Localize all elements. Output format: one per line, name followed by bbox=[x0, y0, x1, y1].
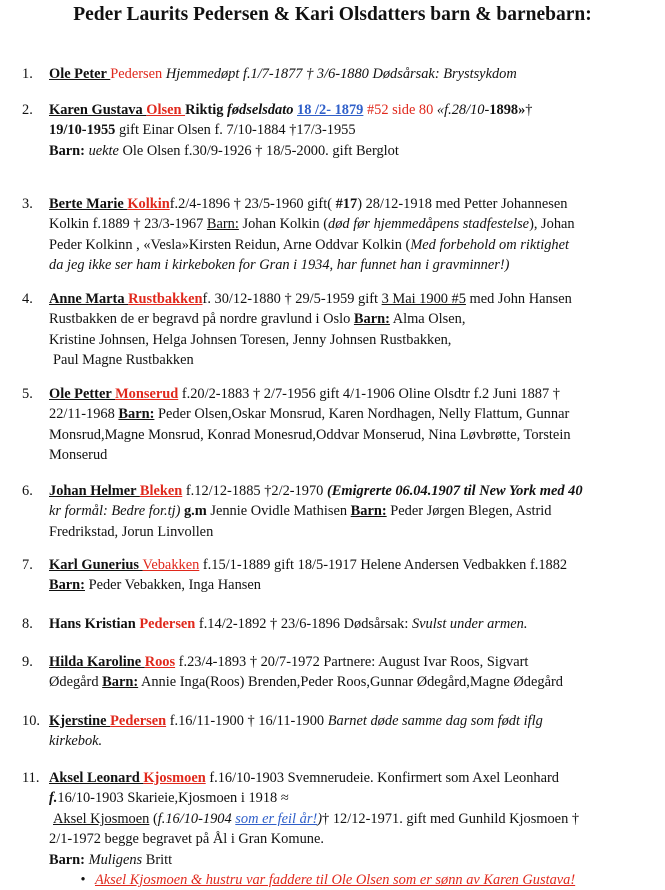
note-link[interactable]: som er feil år! bbox=[235, 810, 318, 827]
given-name: Karl Gunerius bbox=[49, 557, 143, 573]
given-name: Aksel Leonard bbox=[49, 770, 144, 786]
entry-text: ) bbox=[317, 810, 323, 827]
entry-text: Svulst under armen. bbox=[411, 616, 528, 632]
entry-text: 1898» bbox=[489, 102, 526, 118]
surname: Pedersen bbox=[110, 66, 163, 82]
entry-text: Annie Inga(Roos) Brenden,Peder Roos,Gunnar Ødegård,Magne Ødegård bbox=[138, 674, 563, 691]
entry-text: Barnet døde samme dag som født iflg bbox=[327, 713, 543, 729]
given-name: Ole Petter bbox=[49, 386, 116, 402]
given-name: Johan Helmer bbox=[49, 483, 140, 499]
entry-text: Aksel Kjosmoen bbox=[53, 810, 150, 827]
entry-text: Kolkin f.1889 † 23/3-1967 bbox=[49, 216, 207, 233]
entry-text: ), Johan bbox=[529, 216, 575, 233]
entry-text: kr formål: Bedre for.tj) bbox=[49, 503, 181, 520]
entry-text: Jennie Ovidle Mathisen bbox=[206, 503, 351, 520]
entry-text: f.15/1-1889 gift 18/5-1917 Helene Andersen Vedbakken f.1882 bbox=[199, 557, 568, 573]
entry-text: ) 28/12-1918 med Petter Johannesen bbox=[357, 196, 568, 212]
entry-number: 7. bbox=[22, 557, 33, 573]
entry-number: 3. bbox=[22, 196, 33, 212]
entry-text: 19/10-1955 bbox=[49, 122, 116, 139]
surname: Kolkin bbox=[127, 196, 170, 212]
surname: Roos bbox=[144, 654, 176, 670]
entry-text: Hjemmedøpt f.1/7-1877 † 3/6-1880 Dødsårsak: Brystsykdom bbox=[162, 66, 517, 82]
entry-text: Monserud bbox=[49, 447, 108, 464]
given-name: Berte Marie bbox=[49, 196, 128, 212]
entry-number: 5. bbox=[22, 386, 33, 402]
entry-text: Med forbehold om riktighet bbox=[410, 236, 569, 253]
children-label: Barn: bbox=[350, 503, 387, 520]
children-label: Barn: bbox=[118, 406, 155, 423]
entry-text: Kristine Johnsen, Helga Johnsen Toresen, Jenny Johnsen Rustbakken, bbox=[49, 331, 452, 348]
given-name: Hilda Karoline bbox=[49, 654, 145, 670]
entry-text: uekte bbox=[84, 142, 119, 159]
entry-text: Peder Jørgen Blegen, Astrid bbox=[386, 503, 552, 520]
entry-number: 1. bbox=[22, 66, 33, 82]
entry-text: f.16/10-1904 bbox=[157, 810, 232, 827]
entry-text: 3 Mai 1900 #5 bbox=[381, 291, 466, 307]
entry-text: da jeg ikke ser ham i kirkeboken for Gran i 1934, har funnet han i gravminner!) bbox=[49, 257, 510, 274]
entry-text: Monsrud,Magne Monsrud, Konrad Monesrud,Oddvar Monserud, Nina Løvbrøtte, Torstein bbox=[49, 426, 571, 443]
entry-text: gift Einar Olsen f. 7/10-1884 †17/3-1955 bbox=[115, 122, 356, 139]
entry-text: Ole Olsen f.30/9-1926 † 18/5-2000. gift Berglot bbox=[118, 142, 399, 159]
surname: Rustbakken bbox=[128, 291, 203, 307]
entry-number: 11. bbox=[22, 770, 40, 786]
entry-text: død før hjemmedåpens stadfestelse bbox=[328, 216, 530, 233]
entry-text: Ødegård bbox=[49, 674, 103, 691]
given-name: Ole Peter bbox=[49, 66, 111, 82]
surname: Pedersen bbox=[139, 616, 196, 632]
birth-date-link[interactable]: 18 /2- 1879 bbox=[297, 102, 364, 118]
given-name: Kjerstine bbox=[49, 713, 111, 729]
entry-text: f. bbox=[49, 790, 58, 807]
children-label: Barn: bbox=[353, 311, 390, 328]
entry-text: Riktig bbox=[185, 102, 228, 118]
children-label: Barn: bbox=[49, 577, 85, 594]
surname: Vebakken bbox=[142, 557, 200, 573]
given-name: Hans Kristian bbox=[49, 616, 140, 632]
entry-number: 10. bbox=[22, 713, 40, 729]
entry-number: 9. bbox=[22, 654, 33, 670]
children-label: Barn: bbox=[206, 216, 239, 233]
entry-text: #17 bbox=[335, 196, 358, 212]
given-name: Karen Gustava bbox=[49, 102, 147, 118]
surname: Monserud bbox=[115, 386, 179, 402]
entry-text: † 12/12-1971. gift med Gunhild Kjosmoen † bbox=[322, 810, 580, 827]
entry-text: † bbox=[525, 102, 533, 118]
children-label: Barn: bbox=[102, 674, 139, 691]
entry-text: Peder Kolkinn , «Vesla»Kirsten Reidun, Arne Oddvar Kolkin ( bbox=[49, 236, 411, 253]
surname: Bleken bbox=[139, 483, 183, 499]
children-label: Barn: bbox=[49, 142, 85, 159]
surname: Pedersen bbox=[110, 713, 167, 729]
entry-number: 8. bbox=[22, 616, 33, 632]
entry-text: f.20/2-1883 † 2/7-1956 gift 4/1-1906 Oline Olsdtr f.2 Juni 1887 † bbox=[178, 386, 560, 402]
entry-text: f.16/11-1900 † 16/11-1900 bbox=[166, 713, 328, 729]
page-title: Peder Laurits Pedersen & Kari Olsdatters barn & barnebarn: bbox=[73, 4, 592, 25]
given-name: Anne Marta bbox=[49, 291, 129, 307]
record-reference: #52 side 80 bbox=[363, 102, 434, 118]
children-label: Barn: bbox=[49, 851, 85, 868]
entry-text: Peder Vebakken, Inga Hansen bbox=[84, 577, 261, 594]
entry-text: 16/10-1903 Skarieie,Kjosmoen i 1918 ≈ bbox=[57, 790, 289, 807]
entry-text: 2/1-1972 begge begravet på Ål i Gran Komune. bbox=[49, 831, 324, 848]
surname: Olsen bbox=[146, 102, 186, 118]
entry-text: Paul Magne Rustbakken bbox=[53, 352, 194, 369]
entry-text: Johan Kolkin ( bbox=[238, 216, 329, 233]
entry-text: f.2/4-1896 † 23/5-1960 gift( bbox=[169, 196, 336, 212]
entry-number: 6. bbox=[22, 483, 33, 499]
entry-text: Alma Olsen, bbox=[389, 311, 466, 328]
entry-text: f.14/2-1892 † 23/6-1896 Dødsårsak: bbox=[195, 616, 412, 632]
bullet-note: Aksel Kjosmoen & hustru var faddere til Ole Olsen som er sønn av Karen Gustava! bbox=[95, 872, 576, 889]
entry-text: 22/11-1968 bbox=[49, 406, 119, 423]
entry-text: med John Hansen bbox=[465, 291, 572, 307]
entry-text: Britt bbox=[142, 851, 173, 868]
surname: Kjosmoen bbox=[143, 770, 206, 786]
entry-text: f. 30/12-1880 † 29/5-1959 gift bbox=[202, 291, 382, 307]
entry-number: 4. bbox=[22, 291, 33, 307]
entry-text: g.m bbox=[180, 503, 207, 520]
entry-text: ( bbox=[149, 810, 158, 827]
entry-text: f.23/4-1893 † 20/7-1972 Partnere: August Ivar Roos, Sigvart bbox=[175, 654, 529, 670]
entry-text: kirkebok. bbox=[49, 733, 103, 750]
entry-text: fødselsdato bbox=[227, 102, 294, 118]
entry-text: «f.28/10- bbox=[433, 102, 490, 118]
entry-text: Rustbakken de er begravd på nordre gravlund i Oslo bbox=[49, 311, 354, 328]
bullet-icon: • bbox=[80, 872, 86, 889]
entry-text: f.16/10-1903 Svemnerudeie. Konfirmert som Axel Leonhard bbox=[205, 770, 560, 786]
entry-text: Fredrikstad, Jorun Linvollen bbox=[49, 523, 214, 540]
entry-text: Peder Olsen,Oskar Monsrud, Karen Nordhagen, Nelly Flattum, Gunnar bbox=[154, 406, 570, 423]
entry-number: 2. bbox=[22, 102, 33, 118]
entry-text: (Emigrerte 06.04.1907 til New York med 40 bbox=[326, 483, 583, 499]
entry-text: Muligens bbox=[84, 851, 143, 868]
entry-text: f.12/12-1885 †2/2-1970 bbox=[182, 483, 327, 499]
